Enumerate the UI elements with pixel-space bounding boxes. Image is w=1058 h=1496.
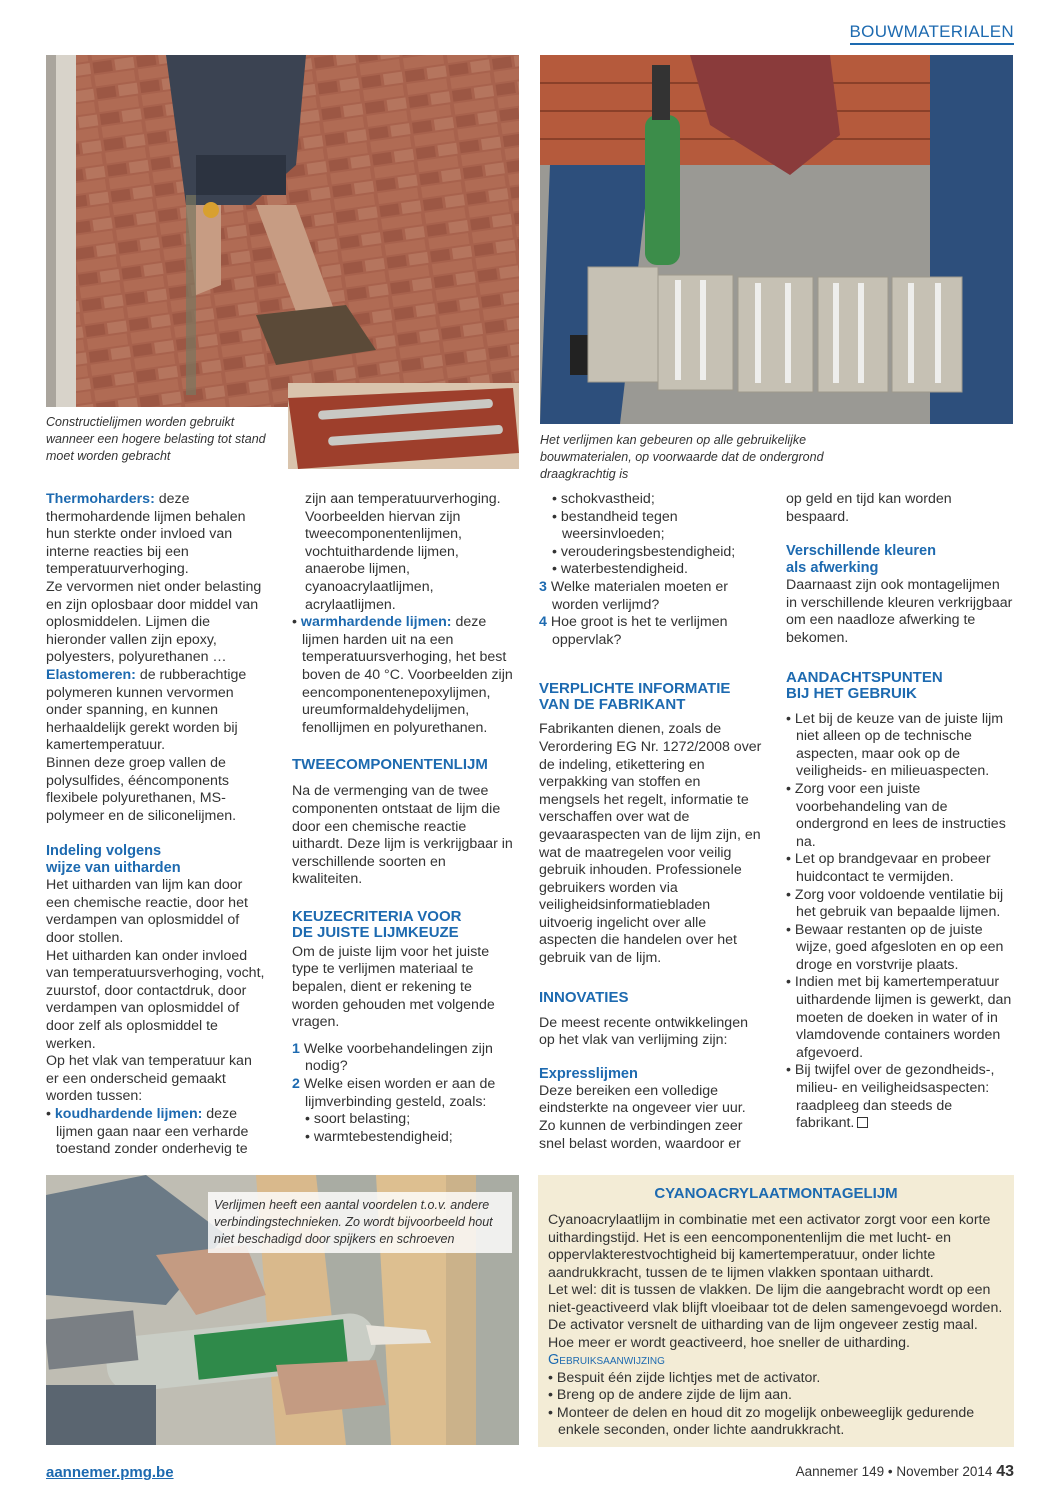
term-elastomeren: Elastomeren: bbox=[46, 666, 136, 683]
paragraph: Het uitharden kan onder invloed van temperatuursverhoging, vocht, zuurstof, door contactdruk, door verdampen van oplosmiddel of door zelf als oplosmiddel te werken. bbox=[46, 947, 265, 1052]
paragraph: Binnen deze groep vallen de polysulfides, ééncomponents flexibele polyurethanen, MS-polymeer en de siliconelijmen. bbox=[46, 754, 237, 824]
question-3: 3 Welke materialen moeten er worden verlijmd? bbox=[539, 578, 729, 613]
heading-verschillende-kleuren: Verschillende kleuren bbox=[786, 543, 937, 560]
sub-bullet: • verouderingsbestendigheid; bbox=[552, 543, 736, 560]
paragraph-elastomeren: Elastomeren: de rubberachtige polymeren kunnen vervormen onder spanning, en kunnen herhaaldelijk gerekt worden bij kamertemperatuur. bbox=[46, 666, 247, 754]
page-number: 43 bbox=[996, 1463, 1014, 1480]
heading-verplichte-informatie: VERPLICHTE INFORMATIE bbox=[539, 680, 731, 698]
caption-photo-caulk: Verlijmen heeft een aantal voordelen t.o.v. andere verbindingstechnieken. Zo wordt bijvoorbeeld hout niet beschadigd door spijkers en schroeven bbox=[208, 1192, 512, 1253]
list-item: • Let op brandgevaar en probeer huidcontact te vermijden. bbox=[786, 851, 991, 885]
list-item: • Zorg voor een juiste voorbehandeling van de ondergrond en lees de instructies na. bbox=[786, 780, 1006, 850]
question-1: 1 Welke voorbehandelingen zijn nodig? bbox=[292, 1040, 493, 1075]
caption-photo-climber: Constructielijmen worden gebruikt wanneer een hogere belasting tot stand moet worden gebracht bbox=[46, 415, 266, 463]
paragraph: op geld en tijd kan worden bespaard. bbox=[786, 491, 952, 525]
paragraph: Ze vervormen niet onder belasting en zijn oplosbaar door middel van oplosmiddelen. Lijmen die hieronder vallen zijn epoxy, polyesters, polyurethanen … bbox=[46, 578, 262, 666]
list-item: • Breng op de andere zijde de lijm aan. bbox=[548, 1387, 792, 1403]
list-item: • Monteer de delen en houd dit zo mogelijk onbeweeglijk gedurende enkele seconden, onder lichte aandrukkracht. bbox=[548, 1404, 975, 1438]
paragraph-thermoharders: Thermoharders: deze thermohardende lijmen behalen hun sterkte onder invloed van interne reacties bij een temperatuurverhoging. bbox=[46, 491, 246, 578]
photo-brick-with-adhesive bbox=[288, 383, 519, 469]
sub-bullet: • warmtebestendigheid; bbox=[305, 1128, 453, 1145]
paragraph: Cyanoacrylaatlijm in combinatie met een activator zorgt voor een korte uithardingstijd. Het is een eencomponentenlijm die met lucht- en oppervlakterestvochtigheid bij kamertemperatuur, onder lichte aandrukkracht, tussen de te lijmen vlakken spontaan uithardt. bbox=[548, 1212, 991, 1281]
bullet-warmhardende: • warmhardende lijmen: deze lijmen harden uit na een temperatuursverhoging, het best boven de 40 °C. Voorbeelden zijn eencomponentenepoxylijmen, ureumformaldehydelijmen, fenollijmen en polyurethanen. bbox=[292, 614, 513, 736]
column-4 bbox=[786, 491, 1014, 1133]
paragraph: Daarnaast zijn ook montagelijmen in verschillende kleuren verkrijgbaar om een naadloze afwerking te bekomen. bbox=[786, 577, 1013, 646]
list-item: • Bewaar restanten op de juiste wijze, goed afgesloten en op een droge en vorstvrije plaats. bbox=[786, 921, 1004, 973]
column-3 bbox=[539, 491, 763, 1153]
paragraph: zijn aan temperatuurverhoging. Voorbeelden hiervan zijn tweecomponentenlijmen, vochtuithardende lijmen, anaerobe lijmen, cyanoacrylaatlijmen, acrylaatlijmen. bbox=[305, 491, 501, 613]
caption-photo-blocks: Het verlijmen kan gebeuren op alle gebruikelijke bouwmaterialen, op voorwaarde dat de ondergrond draagkrachtig is bbox=[540, 433, 824, 481]
paragraph: Let wel: dit is tussen de vlakken. De lijm die aangebracht wordt op een niet-geactiveerd vlak blijft vloeibaar tot de delen samengevoegd worden. De activator versnelt de uitharding van de lijm ongeveer zestig maal. Hoe meer er wordt geactiveerd, hoe sneller de uitharding. bbox=[548, 1282, 1003, 1351]
heading-aandachtspunten: AANDACHTSPUNTEN bbox=[786, 668, 943, 686]
photo-climber-brick-wall bbox=[46, 55, 519, 407]
list-item: • Bespuit één zijde lichtjes met de activator. bbox=[548, 1369, 821, 1386]
question-2: 2 Welke eisen worden er aan de lijmverbinding gesteld, zoals: bbox=[292, 1076, 496, 1110]
heading-aandachtspunten-2: BIJ HET GEBRUIK bbox=[786, 684, 917, 702]
bullet-koudhardende: • koudhardende lijmen: deze lijmen gaan naar een verharde toestand zonder onderhevig te bbox=[46, 1106, 249, 1158]
footer-issue: Aannemer 149 • November 2014 43 bbox=[795, 1463, 1014, 1480]
sub-bullet: • soort belasting; bbox=[305, 1111, 411, 1128]
paragraph: Het uitharden van lijm kan door een chemische reactie, door het verdampen van oplosmiddel of door stollen. bbox=[46, 877, 248, 947]
paragraph: Op het vlak van temperatuur kan er een onderscheid gemaakt worden tussen: bbox=[46, 1053, 252, 1105]
heading-verplichte-informatie-2: VAN DE FABRIKANT bbox=[539, 696, 686, 714]
end-mark-icon bbox=[857, 1117, 868, 1128]
heading-tweecomponentenlijm: TWEECOMPONENTENLIJM bbox=[292, 756, 488, 774]
sub-bullet: • waterbestendigheid. bbox=[552, 561, 688, 578]
heading-gebruiksaanwijzing: Gebruiksaanwijzing bbox=[548, 1352, 665, 1368]
photo-blocks-gluing bbox=[540, 55, 1013, 424]
paragraph: Fabrikanten dienen, zoals de Verordering EG Nr. 1272/2008 over de indeling, etikettering en verpakking van stoffen en mengsels het regelt, informatie te verschaffen over wat de gevaaraspecten van de lijm zijn, en wat de maatregelen voor veilig gebruik inhouden. Professionele gebruikers worden via veiligheidsinformatiebladen uitvoerig ingelicht over alle aspecten die handelen over het gebruik van de lijm. bbox=[539, 721, 762, 967]
info-box-cyanoacrylaat bbox=[538, 1175, 1014, 1447]
sub-bullet: • schokvastheid; bbox=[552, 491, 655, 507]
sub-bullet: • bestandheid tegen weersinvloeden; bbox=[552, 508, 678, 543]
list-item: • Let bij de keuze van de juiste lijm niet alleen op de technische aspecten, maar ook op de veiligheids- en milieuaspecten. bbox=[786, 710, 1004, 780]
heading-innovaties: INNOVATIES bbox=[539, 988, 629, 1006]
box-body bbox=[548, 1212, 1004, 1440]
box-title: CYANOACRYLAATMONTAGELIJM bbox=[654, 1185, 898, 1202]
paragraph: De meest recente ontwikkelingen op het vlak van verlijming zijn: bbox=[539, 1014, 748, 1049]
heading-indeling-2: wijze van uitharden bbox=[46, 860, 181, 877]
column-2 bbox=[292, 491, 514, 1146]
list-item: • Bij twijfel over de gezondheids-, milieu- en veiligheidsaspecten: raadpleeg dan steeds de fabrikant. bbox=[786, 1062, 995, 1132]
column-1 bbox=[46, 491, 268, 1159]
heading-keuzecriteria: KEUZECRITERIA VOOR bbox=[292, 907, 462, 925]
paragraph: Na de vermenging van de twee componenten ontstaat de lijm die door een chemische reactie uithardt. Deze lijm is verkrijgbaar in verschillende soorten en kwaliteiten. bbox=[292, 783, 513, 888]
question-4: 4 Hoe groot is het te verlijmen oppervlak? bbox=[539, 614, 728, 648]
heading-keuzecriteria-2: DE JUISTE LIJMKEUZE bbox=[292, 923, 459, 941]
list-item: • Zorg voor voldoende ventilatie bij het gebruik van bepaalde lijmen. bbox=[786, 886, 1004, 921]
heading-indeling: Indeling volgens bbox=[46, 843, 162, 860]
term-thermoharders: Thermoharders: bbox=[46, 491, 155, 507]
heading-verschillende-kleuren-2: als afwerking bbox=[786, 560, 879, 577]
heading-expresslijmen: Expresslijmen bbox=[539, 1065, 638, 1082]
section-title: BOUWMATERIALEN bbox=[850, 22, 1014, 45]
paragraph: Om de juiste lijm voor het juiste type te verlijmen materiaal te bepalen, dient er rekening te worden gehouden met volgende vragen. bbox=[292, 943, 495, 1031]
footer-url-link[interactable]: aannemer.pmg.be bbox=[46, 1464, 174, 1481]
list-item: • Indien met bij kamertemperatuur uithardende lijmen is gewerkt, dan moeten de doeken in water of in vlamdovende containers worden afgevoerd. bbox=[786, 974, 1012, 1061]
paragraph: Deze bereiken een volledige eindsterkte na ongeveer vier uur. Zo kunnen de verbindingen zeer snel belast worden, waardoor er bbox=[539, 1082, 746, 1152]
